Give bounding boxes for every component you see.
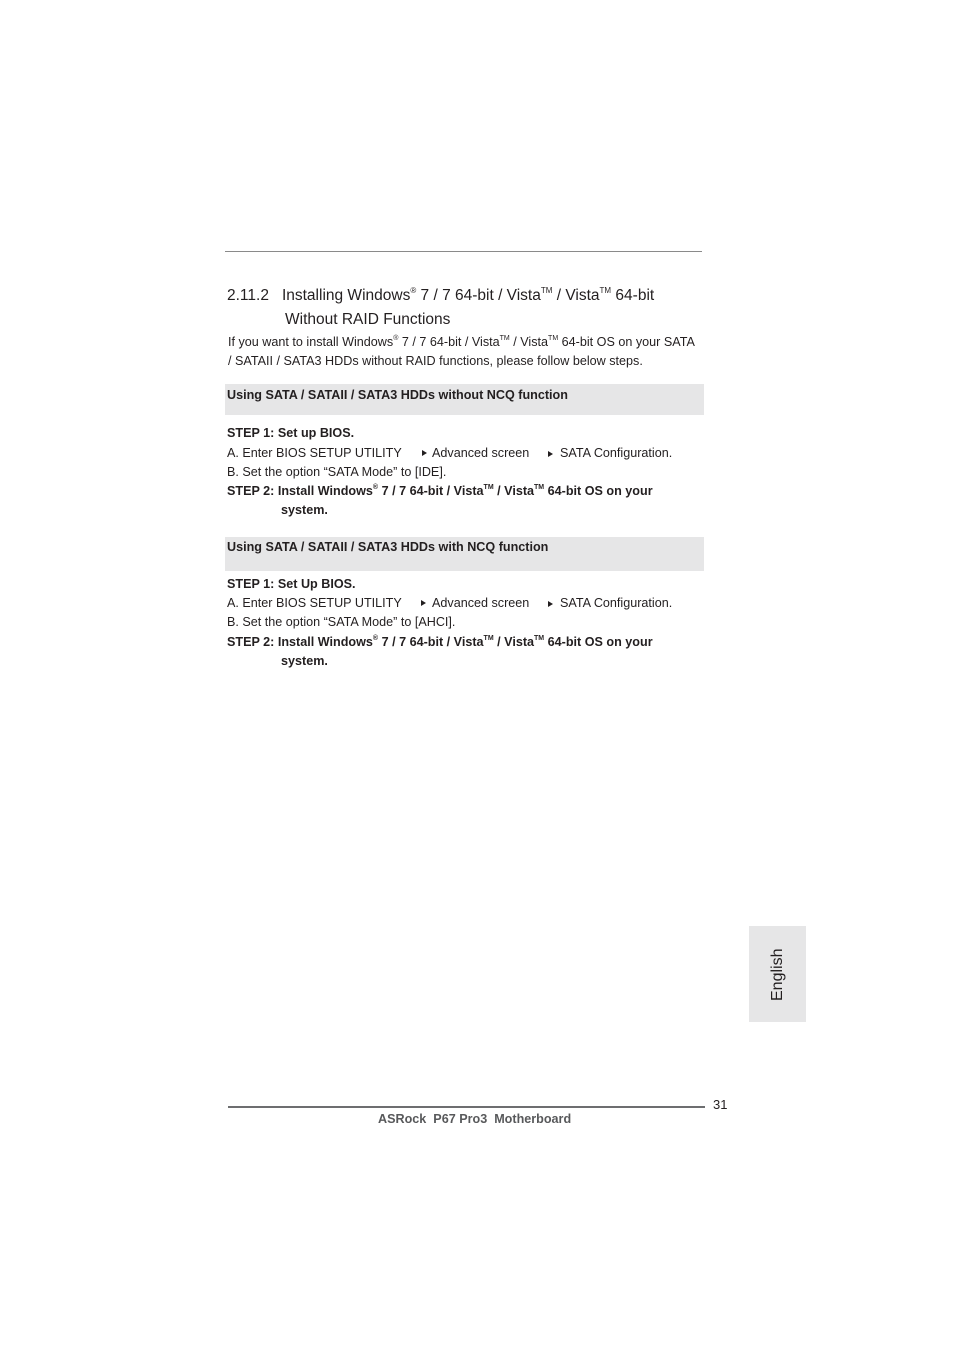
step2-line2-ncq-off: system. — [281, 503, 328, 517]
step-a-ncq-on: A. Enter BIOS SETUP UTILITY — [227, 596, 402, 610]
step-a-advanced-ncq-on: Advanced screen — [432, 596, 530, 610]
section-title: 2.11.2 Installing Windows® 7 / 7 64-bit / Vista™ / Vista™ 64-bit — [227, 286, 655, 304]
step-a-sata-config-ncq-on: SATA Configuration. — [560, 596, 673, 610]
step-a-advanced-ncq-off: Advanced screen — [432, 446, 530, 460]
intro-line2: / SATAII / SATA3 HDDs without RAID functions, please follow below steps. — [228, 354, 643, 368]
language-tab — [749, 926, 806, 1022]
step2-line2-ncq-on: system. — [281, 654, 328, 668]
page-number: 31 — [713, 1097, 728, 1112]
step-a-sata-config-ncq-off: SATA Configuration. — [560, 446, 673, 460]
step-b-ncq-off: B. Set the option “SATA Mode” to [IDE]. — [227, 465, 447, 479]
footer-rule — [228, 1106, 705, 1108]
step-b-ncq-on: B. Set the option “SATA Mode” to [AHCI]. — [227, 615, 456, 629]
arrow-right-icon — [422, 450, 427, 456]
intro-line1: If you want to install Windows® 7 / 7 64-bit / Vista™ / Vista™ 64-bit OS on your SATA — [228, 335, 695, 349]
section-number: 2.11.2 — [227, 287, 269, 304]
step1-title-ncq-on: STEP 1: Set Up BIOS. — [227, 577, 356, 591]
top-rule — [225, 251, 702, 252]
step1-title-ncq-off: STEP 1: Set up BIOS. — [227, 426, 355, 440]
heading-ncq-on: Using SATA / SATAII / SATA3 HDDs with NCQ function — [227, 540, 549, 554]
step-a-ncq-off: A. Enter BIOS SETUP UTILITY — [227, 446, 402, 460]
step2-ncq-off: STEP 2: Install Windows® 7 / 7 64-bit / Vista™ / Vista™ 64-bit OS on your — [227, 484, 653, 498]
heading-ncq-off: Using SATA / SATAII / SATA3 HDDs without NCQ function — [227, 388, 568, 402]
arrow-right-icon — [421, 600, 426, 606]
section-title-line2: Without RAID Functions — [285, 311, 451, 328]
arrow-right-icon — [548, 601, 553, 607]
step2-ncq-on: STEP 2: Install Windows® 7 / 7 64-bit / Vista™ / Vista™ 64-bit OS on your — [227, 635, 653, 649]
language-tab-label: English — [769, 948, 786, 1001]
arrow-right-icon — [548, 451, 553, 457]
footer-product: ASRock P67 Pro3 Motherboard — [378, 1112, 572, 1126]
